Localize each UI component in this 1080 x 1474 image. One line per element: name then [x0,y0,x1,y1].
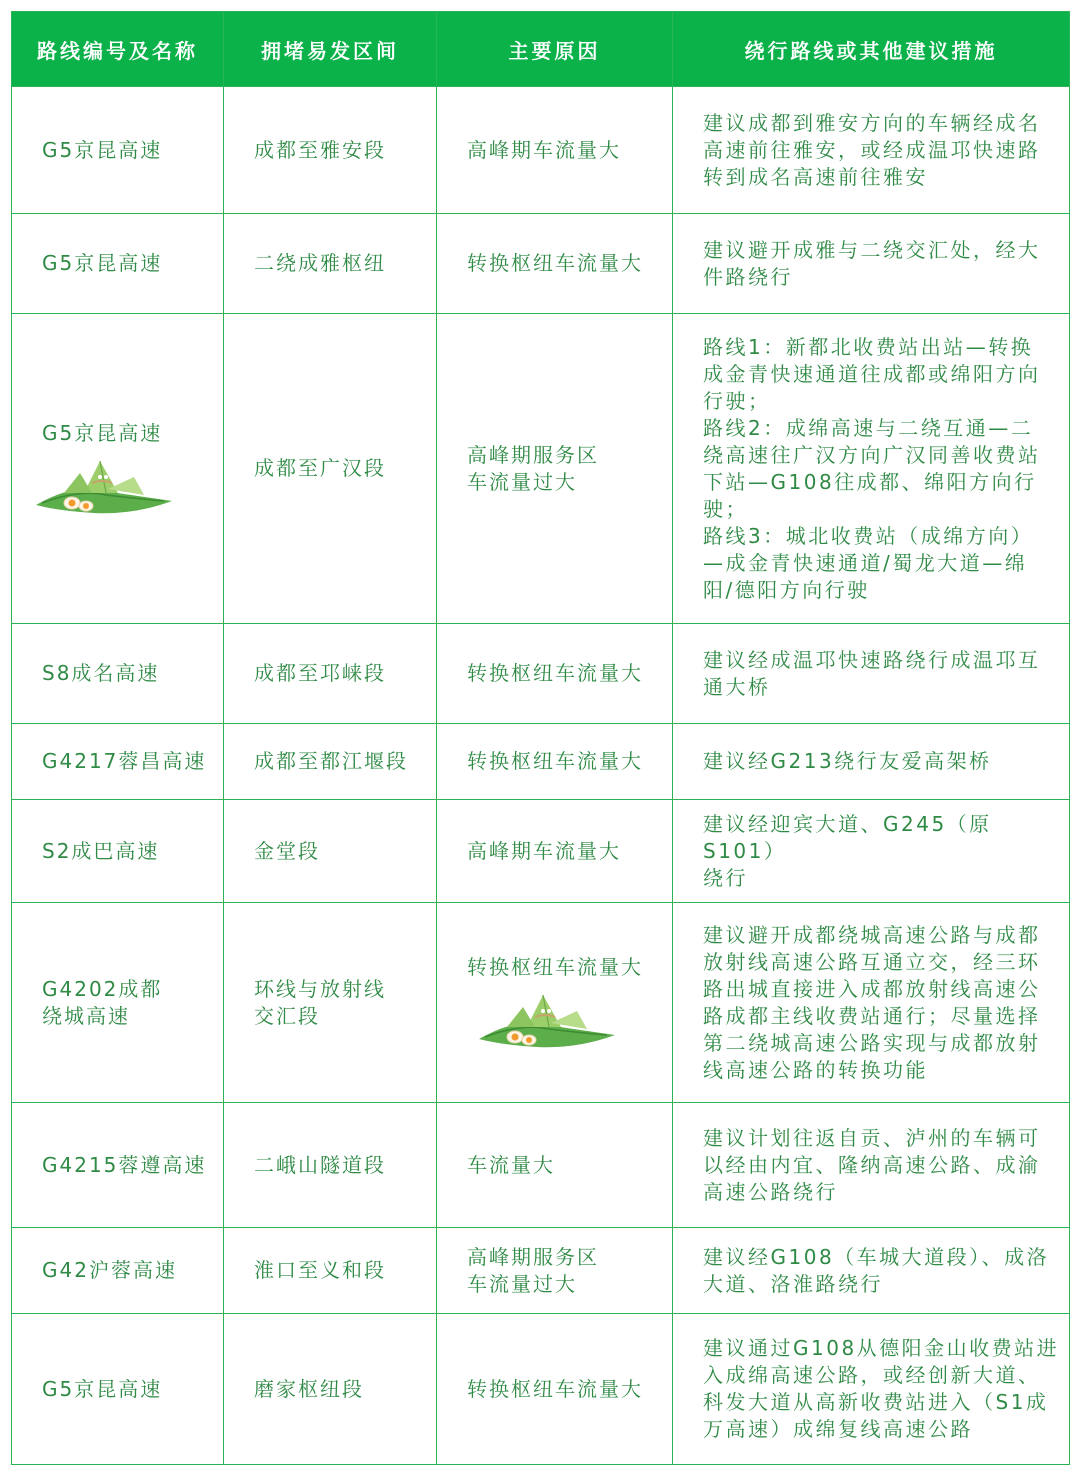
advice-text-line: 建议经G213绕行友爱高架桥 [703,749,992,773]
route-cell [12,1103,224,1228]
route-text-line: G5京昆高速 [42,137,163,162]
reason-text-line: 高峰期车流量大 [467,137,621,162]
route-text-line: G5京昆高速 [42,251,163,275]
reason-text-line: 转换枢纽车流量大 [467,955,643,979]
section-cell [224,214,437,314]
advice-text-line: 绕高速往广汉方向广汉同善收费站 [703,442,1041,467]
advice-text-line: 阳/德阳方向行驶 [703,577,870,602]
zongzi-illustration [34,453,174,517]
advice-text-line: 绕行 [703,865,748,890]
section-cell [224,1103,437,1228]
advice-text-line: 大道、洛淮路绕行 [703,1271,883,1296]
advice-text-line: 建议计划往返自贡、泸州的车辆可 [703,1125,1041,1150]
route-text-line: G4215蓉遵高速 [42,1152,207,1177]
advice-cell [673,724,1070,800]
advice-text-line: 以经由内宜、隆纳高速公路、成渝 [703,1152,1041,1177]
table-row [12,800,1070,903]
section-text-line: 成都至都江堰段 [254,749,408,773]
advice-text-line: 入成绵高速公路，或经创新大道、 [703,1363,1041,1387]
table-row [12,314,1070,624]
header-route: 路线编号及名称 [12,12,224,87]
reason-cell [437,1314,673,1465]
route-cell [12,87,224,214]
route-cell [12,314,224,624]
advice-text-line: 科发大道从高新收费站进入（S1成 [703,1390,1049,1414]
advice-text-line: 建议避开成都绕城高速公路与成都 [703,922,1041,947]
table-row [12,214,1070,314]
section-text-line: 二峨山隧道段 [254,1152,386,1177]
section-text-line: 二绕成雅枢纽 [254,251,386,275]
section-cell [224,1314,437,1465]
advice-cell [673,1103,1070,1228]
advice-text-line: 建议经成温邛快速路绕行成温邛互 [703,647,1041,672]
section-cell [224,624,437,724]
section-text-line: 磨家枢纽段 [254,1376,364,1401]
route-text-line: G5京昆高速 [42,421,163,445]
section-text-line: 成都至广汉段 [254,456,386,480]
advice-text-line: 下站—G108往成都、绵阳方向行 [703,469,1037,494]
advice-text-line: 驶； [703,496,748,521]
section-text-line: 成都至邛崃段 [254,661,386,685]
reason-text-line: 转换枢纽车流量大 [467,251,643,275]
advice-text-line: 建议避开成雅与二绕交汇处，经大 [703,237,1041,262]
advice-text-line: 转到成名高速前往雅安 [703,164,928,189]
advice-cell [673,1314,1070,1465]
header-reason: 主要原因 [437,12,673,87]
advice-text-line: 高速前往雅安，或经成温邛快速路 [703,137,1041,162]
table-row [12,1103,1070,1228]
reason-text-line: 转换枢纽车流量大 [467,1376,643,1401]
advice-cell [673,800,1070,903]
reason-cell [437,800,673,903]
advice-cell [673,1228,1070,1314]
route-text-line: G4217蓉昌高速 [42,749,207,773]
table-row [12,87,1070,214]
reason-text-line: 转换枢纽车流量大 [467,661,643,685]
reason-cell [437,1103,673,1228]
route-cell [12,624,224,724]
section-text-line: 金堂段 [254,838,320,863]
section-text-line: 淮口至义和段 [254,1258,386,1282]
table-row [12,1314,1070,1465]
section-cell [224,903,437,1103]
reason-cell [437,314,673,624]
advice-text-line: 路成都主线收费站通行；尽量选择 [703,1003,1041,1028]
reason-text-line: 转换枢纽车流量大 [467,749,643,773]
route-cell [12,1314,224,1465]
advice-text-line: 路线3：城北收费站（成绵方向） [703,523,1034,548]
section-cell [224,314,437,624]
reason-text-line: 高峰期服务区 [467,442,599,467]
advice-text-line: 高速公路绕行 [703,1179,838,1204]
reason-cell [437,1228,673,1314]
reason-text-line: 高峰期车流量大 [467,838,621,863]
reason-cell [437,724,673,800]
route-cell [12,800,224,903]
route-text-line: G42沪蓉高速 [42,1258,177,1282]
advice-text-line: 建议成都到雅安方向的车辆经成名 [703,110,1041,135]
advice-text-line: —成金青快速通道/蜀龙大道—绵 [703,550,1028,575]
advice-text-line: 线高速公路的转换功能 [703,1057,928,1082]
header-advice: 绕行路线或其他建议措施 [673,12,1070,87]
section-text-line: 成都至雅安段 [254,137,386,162]
advice-text-line: 放射线高速公路互通立交，经三环 [703,949,1041,974]
zongzi-illustration [477,987,617,1051]
advice-cell [673,903,1070,1103]
traffic-table-container [11,11,1069,1465]
reason-cell [437,87,673,214]
advice-text-line: 路线1：新都北收费站出站—转换 [703,334,1034,359]
section-cell [224,87,437,214]
route-text-line: G5京昆高速 [42,1376,163,1401]
advice-text-line: 万高速）成绵复线高速公路 [703,1417,973,1441]
reason-cell [437,624,673,724]
route-cell [12,1228,224,1314]
advice-text-line: 路线2：成绵高速与二绕互通—二 [703,415,1034,440]
table-row [12,724,1070,800]
reason-text-line: 高峰期服务区 [467,1244,599,1269]
route-text-line: G4202成都 [42,976,163,1001]
route-cell [12,903,224,1103]
advice-text-line: 建议经迎宾大道、G245（原S101） [703,811,992,863]
advice-text-line: 路出城直接进入成都放射线高速公 [703,976,1041,1001]
section-cell [224,724,437,800]
reason-cell [437,214,673,314]
advice-text-line: 行驶； [703,388,771,413]
header-section: 拥堵易发区间 [224,12,437,87]
route-text-line: S8成名高速 [42,661,160,685]
reason-text-line: 车流量过大 [467,1271,577,1296]
advice-text-line: 通大桥 [703,674,771,699]
route-cell [12,214,224,314]
reason-text-line: 车流量大 [467,1152,555,1177]
advice-cell [673,624,1070,724]
table-row [12,1228,1070,1314]
advice-cell [673,214,1070,314]
route-cell [12,724,224,800]
advice-cell [673,314,1070,624]
advice-text-line: 件路绕行 [703,264,793,289]
section-cell [224,800,437,903]
advice-text-line: 建议经G108（车城大道段）、成洛 [703,1244,1050,1269]
advice-text-line: 建议通过G108从德阳金山收费站进 [703,1336,1060,1360]
congestion-table [11,11,1070,1465]
reason-text-line: 车流量过大 [467,469,577,494]
table-row [12,903,1070,1103]
advice-text-line: 第二绕城高速公路实现与成都放射 [703,1030,1041,1055]
table-header-row [12,12,1070,87]
section-text-line: 环线与放射线 [254,976,386,1001]
section-text-line: 交汇段 [254,1003,320,1028]
section-cell [224,1228,437,1314]
advice-text-line: 成金青快速通道往成都或绵阳方向 [703,361,1041,386]
table-row [12,624,1070,724]
reason-cell [437,903,673,1103]
advice-cell [673,87,1070,214]
route-text-line: S2成巴高速 [42,838,160,863]
route-text-line: 绕城高速 [42,1003,130,1028]
